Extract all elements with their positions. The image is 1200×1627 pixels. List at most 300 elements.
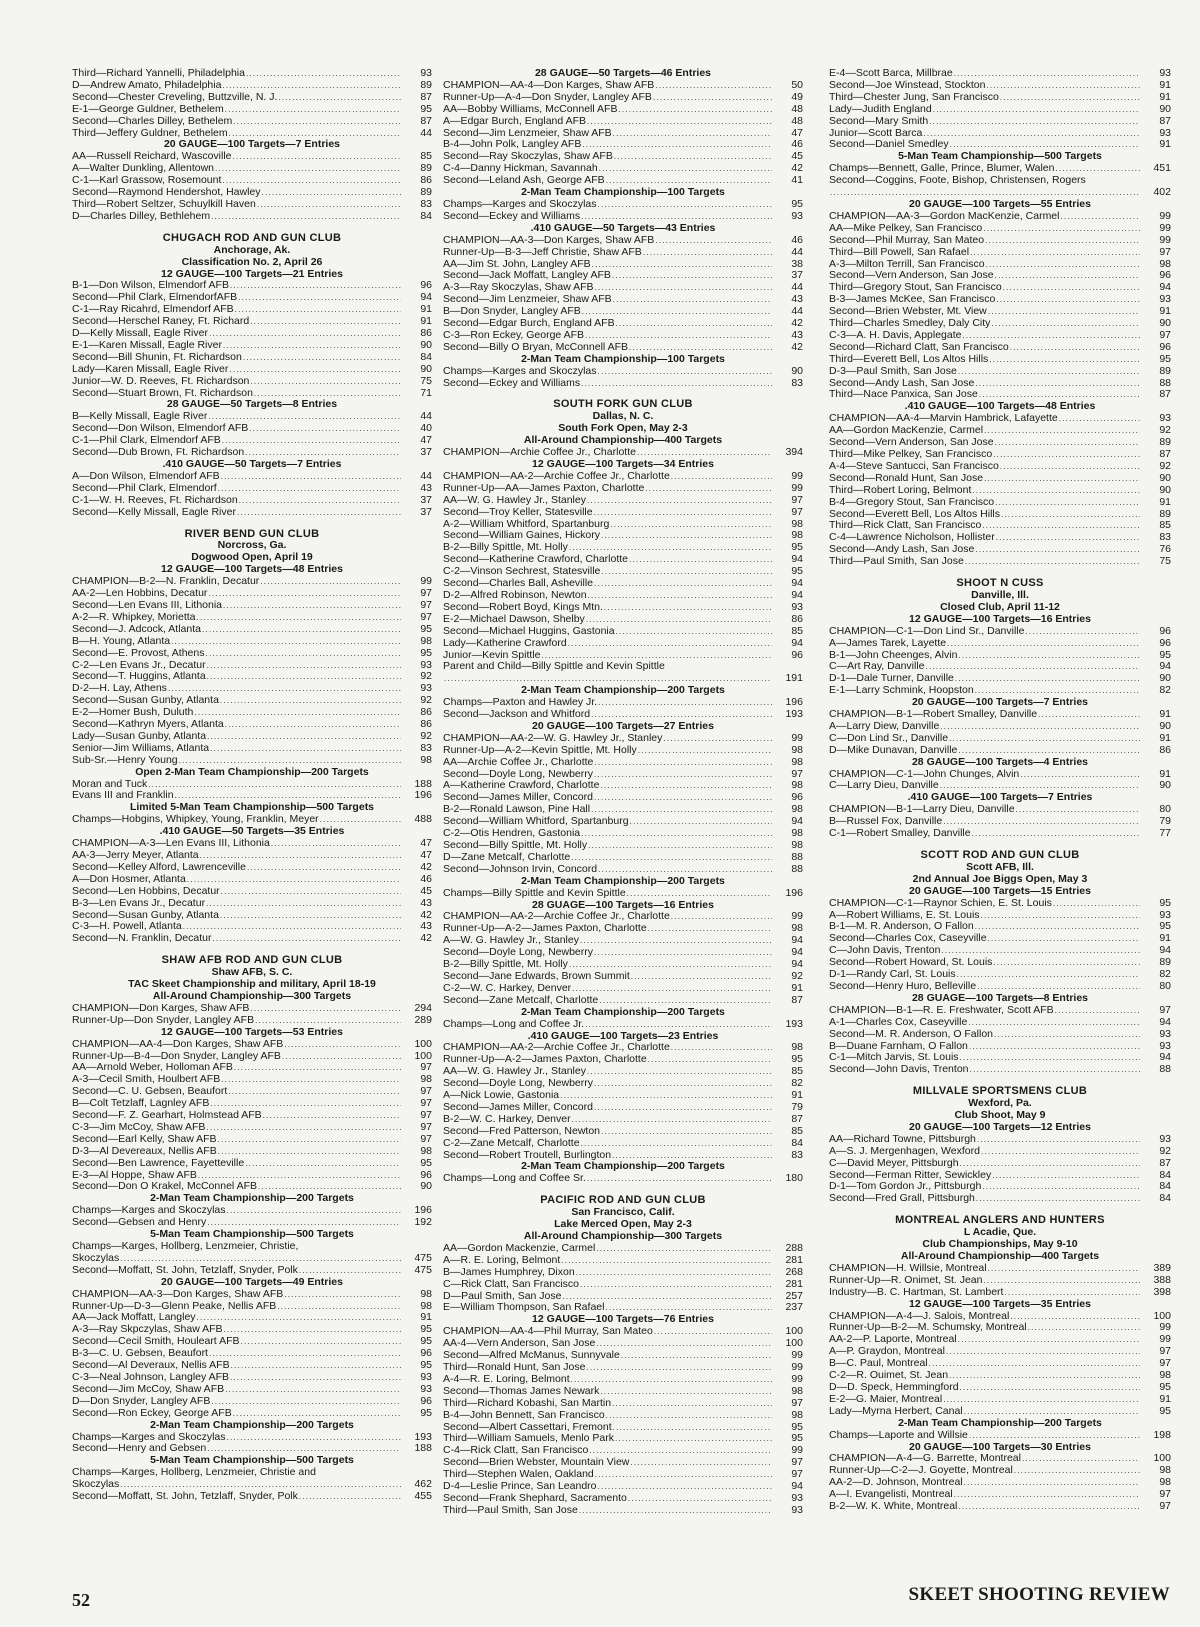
section-heading: 12 GAUGE—100 Targets—53 Entries (161, 1025, 343, 1038)
result-name: D-1—Randy Carl, St. Louis (829, 968, 956, 981)
result-score: 100 (1153, 1309, 1171, 1322)
result-score: 84 (420, 350, 432, 363)
section-heading: All-Around Championship—300 Targets (523, 1230, 723, 1242)
result-score: 91 (1159, 731, 1171, 744)
dot-leader (586, 1362, 772, 1374)
dot-leader (616, 626, 772, 638)
result-row (443, 661, 803, 673)
result-name: B—Colt Tetzlaff, Lagnley AFB (72, 1097, 210, 1110)
dot-leader (1014, 1465, 1140, 1477)
result-score: 97 (420, 587, 432, 600)
result-name: C-2—W. C. Harkey, Denver (443, 981, 572, 994)
dot-leader (218, 1146, 401, 1158)
result-row (829, 342, 1171, 354)
result-score: 475 (414, 1263, 432, 1276)
result-name: CHAMPION—AA-2—W. G. Hawley Jr., Stanley (443, 731, 663, 744)
dot-leader (949, 1370, 1140, 1382)
result-row (72, 495, 432, 507)
result-score: 94 (791, 958, 803, 971)
result-row (443, 638, 803, 650)
result-row (443, 995, 803, 1007)
dot-leader (995, 437, 1140, 449)
result-score: 99 (791, 731, 803, 744)
result-name: B-3—C. U. Gebsen, Beaufort (72, 1347, 208, 1360)
section-heading: 20 GAUGE—100 Targets—12 Entries (909, 1120, 1091, 1133)
result-score: 97 (791, 1468, 803, 1481)
result-score: 82 (791, 1077, 803, 1090)
result-name: Evans III and Franklin (72, 789, 174, 802)
result-name: Sub-Sr.—Henry Young (72, 753, 178, 766)
dot-leader (630, 1457, 772, 1469)
result-score: 85 (791, 1124, 803, 1137)
dot-leader (943, 816, 1140, 828)
result-name: Second—Jane Edwards, Brown Summit (443, 969, 630, 982)
dot-leader (592, 259, 772, 271)
result-score: 46 (791, 138, 803, 151)
dot-leader (964, 1477, 1140, 1489)
result-name: Second—T. Huggins, Atlanta (72, 670, 206, 683)
result-row (443, 983, 803, 995)
result-score: 289 (414, 1013, 432, 1026)
section-heading: TAC Skeet Championship and military, April 18-19 (128, 978, 376, 991)
result-score: 93 (1159, 1039, 1171, 1052)
result-row (829, 638, 1171, 650)
dot-leader (581, 378, 772, 390)
dot-leader (610, 519, 772, 531)
result-score: 87 (1159, 388, 1171, 401)
result-name: E-3—Al Hoppe, Shaw AFB (72, 1168, 197, 1181)
dot-leader (965, 556, 1140, 568)
dot-leader (245, 1158, 401, 1170)
dot-leader (996, 294, 1140, 306)
dot-leader (972, 485, 1140, 497)
result-row (829, 828, 1171, 840)
result-name: E-2—Homer Bush, Duluth (72, 706, 194, 719)
result-name: Second—Dub Brown, Ft. Richardson (72, 446, 245, 459)
result-name: Second—Charles Dilley, Bethelem (72, 114, 233, 127)
result-name: Second—Thomas James Newark (443, 1384, 600, 1397)
result-score: 45 (791, 150, 803, 163)
result-name: D—Don Snyder, Langley AFB (72, 1394, 211, 1407)
result-score: 97 (420, 598, 432, 611)
result-name: D—Mike Dunavan, Danville (829, 743, 958, 756)
result-score: 93 (1159, 67, 1171, 79)
result-name: Third—Jeffery Guldner, Bethelem (72, 126, 228, 139)
dot-leader (671, 911, 772, 923)
result-row (443, 507, 803, 519)
dot-leader (594, 947, 772, 959)
result-name: D-1—Tom Gordon Jr., Pittsburgh (829, 1180, 982, 1193)
result-name: Third—Richard Yannelli, Philadelphia (72, 67, 245, 79)
section-heading: Club Championships, May 9-10 (922, 1238, 1078, 1251)
result-score: 93 (420, 658, 432, 671)
result-score: 49 (791, 90, 803, 103)
result-score: 84 (1159, 1192, 1171, 1205)
section-heading: 20 GAUGE—100 Targets—27 Entries (532, 719, 714, 732)
result-row (829, 485, 1171, 497)
result-score: 91 (791, 981, 803, 994)
section-heading: 12 GAUGE—100 Targets—21 Entries (161, 267, 343, 280)
dot-leader (247, 862, 401, 874)
dot-leader (599, 995, 772, 1007)
result-name: C—David Meyer, Pittsburgh (829, 1156, 959, 1169)
result-name: Second—Susan Gunby, Atlanta (72, 694, 219, 707)
section-heading: 5-Man Team Championship—500 Targets (150, 1454, 354, 1467)
result-score: 97 (1159, 1488, 1171, 1501)
dot-leader (299, 1265, 401, 1277)
result-name: CHAMPION—AA-2—Archie Coffee Jr., Charlotte (443, 469, 670, 482)
result-score: 88 (1159, 376, 1171, 389)
result-score: 42 (420, 932, 432, 945)
dot-leader (933, 104, 1140, 116)
result-name: Second—Ben Lawrence, Fayetteville (72, 1156, 245, 1169)
result-name: AA—Jack Moffatt, Langley (72, 1311, 196, 1324)
result-name: Second—Jim Lenzmeier, Shaw AFB (443, 293, 612, 306)
dot-leader (594, 507, 772, 519)
dot-leader (239, 495, 401, 507)
result-score: 90 (420, 362, 432, 375)
result-name: Champs—Bennett, Galle, Prince, Blumer, Walen (829, 162, 1055, 175)
result-name: Third—Paul Smith, San Jose (829, 555, 964, 568)
dot-leader (233, 116, 401, 128)
result-score: 95 (791, 197, 803, 210)
result-score: 38 (791, 257, 803, 270)
result-name: Third—Bill Powell, San Rafael (829, 245, 970, 258)
result-score: 85 (791, 1065, 803, 1078)
dot-leader (982, 520, 1140, 532)
result-name: C-2—Len Evans Jr., Decatur (72, 658, 206, 671)
result-name: Second—Ferman Ritter, Sewickley (829, 1168, 992, 1181)
result-row (443, 92, 803, 104)
result-row (829, 733, 1171, 745)
result-row (72, 1384, 432, 1396)
result-score: 398 (1153, 1285, 1171, 1298)
dot-leader (581, 1138, 772, 1150)
result-score: 84 (420, 209, 432, 222)
result-row (443, 1374, 803, 1386)
result-score: 94 (791, 1480, 803, 1493)
result-name: Second—Kathryn Myers, Atlanta (72, 718, 224, 731)
dot-leader (1053, 898, 1140, 910)
result-score: 43 (420, 896, 432, 909)
dot-leader (255, 1015, 401, 1027)
dot-leader (299, 1491, 401, 1503)
dot-leader (627, 888, 772, 900)
result-name: B-1—M. R. Anderson, O Fallon (829, 920, 974, 933)
section-heading: Shaw AFB, S. C. (211, 966, 293, 979)
result-score: 99 (1159, 209, 1171, 222)
result-name: Second—Zane Metcalf, Charlotte (443, 993, 599, 1006)
result-name: Lady—Karen Missall, Eagle River (72, 362, 229, 375)
result-score: 44 (791, 281, 803, 294)
column-3 (829, 68, 1171, 1513)
result-name: C-1—Robert Smalley, Danville (829, 827, 971, 840)
dot-leader (960, 1158, 1140, 1170)
result-score: 100 (414, 1037, 432, 1050)
dot-leader (572, 983, 772, 995)
result-score: 193 (785, 708, 803, 721)
dot-leader (229, 364, 401, 376)
dot-leader (587, 1066, 772, 1078)
result-row (829, 1005, 1171, 1017)
dot-leader (976, 1193, 1140, 1205)
dot-leader (618, 104, 772, 116)
result-row (72, 104, 432, 116)
result-row (443, 1505, 803, 1517)
result-score: 281 (785, 1253, 803, 1266)
dot-leader (629, 554, 772, 566)
result-score: 47 (420, 434, 432, 447)
result-score: 75 (420, 374, 432, 387)
result-name: Second—Stuart Brown, Ft. Richardson (72, 386, 253, 399)
dot-leader (183, 921, 401, 933)
result-score: 83 (791, 376, 803, 389)
result-name: A-3—Ray Skpczylas, Shaw AFB (72, 1323, 223, 1336)
result-score: 96 (1159, 269, 1171, 282)
result-name: Second—Jackson and Whitford (443, 708, 591, 721)
dot-leader (197, 612, 401, 624)
result-name: Lady—Susan Gunby, Atlanta (72, 729, 207, 742)
result-row (829, 354, 1171, 366)
result-score: 90 (1159, 719, 1171, 732)
result-name: CHAMPION—AA-3—Gordon MacKenzie, Carmel (829, 209, 1060, 222)
dot-leader (614, 151, 772, 163)
result-row (72, 874, 432, 886)
result-score: 79 (1159, 815, 1171, 828)
section-heading: Dallas, N. C. (592, 410, 654, 423)
result-score: 97 (1159, 1500, 1171, 1513)
section-heading: Anchorage, Ak. (213, 243, 291, 256)
dot-leader (210, 743, 401, 755)
result-name: Champs—Karges and Skoczylas (72, 1204, 226, 1217)
result-score: 455 (414, 1490, 432, 1503)
result-name: AA—Bobby Williams, McConnell AFB (443, 102, 618, 115)
result-name: AA—W. G. Hawley Jr., Stanley (443, 493, 586, 506)
result-name: B-2—Ronald Lawson, Pine Hall (443, 803, 591, 816)
result-score: 84 (791, 1136, 803, 1149)
result-name: Second—Fred Patterson, Newton (443, 1124, 600, 1137)
dot-leader (595, 1469, 772, 1481)
dot-leader (594, 1078, 772, 1090)
result-row (72, 1491, 432, 1503)
dot-leader (604, 602, 772, 614)
result-score: 188 (414, 1442, 432, 1455)
dot-leader (981, 910, 1140, 922)
dot-leader (977, 1134, 1140, 1146)
result-score: 99 (1159, 221, 1171, 234)
result-row (829, 1193, 1171, 1205)
result-row (829, 473, 1171, 485)
dot-leader (984, 425, 1140, 437)
result-name: B—James Humphrey, Dixon (443, 1265, 575, 1278)
result-score: 46 (420, 872, 432, 885)
result-name: Second—Len Evans III, Lithonia (72, 598, 223, 611)
result-name: Skoczylas (72, 1251, 120, 1264)
result-name: C-1—W. H. Reeves, Ft. Richardson (72, 493, 238, 506)
dot-leader (207, 660, 401, 672)
dot-leader (958, 1334, 1140, 1346)
result-row (443, 1255, 803, 1267)
section-heading: Closed Club, April 11-12 (940, 600, 1060, 613)
result-name: B—Duane Farnham, O Fallon (829, 1039, 968, 1052)
result-score: 188 (414, 777, 432, 790)
dot-leader (993, 449, 1140, 461)
result-name: Second—Herschel Raney, Ft. Richard (72, 315, 250, 328)
result-row (443, 1410, 803, 1422)
club-heading: SHOOT N CUSS (956, 577, 1044, 590)
dot-leader (621, 1350, 772, 1362)
result-name: A—Walter Dunkling, Allentown (72, 162, 215, 175)
result-row (443, 1019, 803, 1031)
result-row (72, 1003, 432, 1015)
result-score: 98 (420, 1073, 432, 1086)
result-row (443, 1267, 803, 1279)
result-score: 91 (420, 315, 432, 328)
result-score: 98 (791, 839, 803, 851)
dot-leader (218, 483, 401, 495)
result-name: Second—Leland Ash, George AFB (443, 174, 605, 187)
result-score: 89 (420, 162, 432, 175)
result-row (829, 1406, 1171, 1418)
result-score: 83 (791, 1148, 803, 1161)
result-name: C-2—Zane Metcalf, Charlotte (443, 1136, 580, 1149)
result-name: Runner-Up—Don Snyder, Langley AFB (72, 1013, 255, 1026)
result-name: D-3—Al Devereaux, Nellis AFB (72, 1144, 217, 1157)
result-name: Senior—Jim Williams, Atlanta (72, 741, 210, 754)
result-name: Parent and Child—Billy Spittle and Kevin Spittle (443, 660, 665, 673)
result-name: Second—Raymond Hendershot, Hawley (72, 186, 261, 199)
result-name: D-3—Paul Smith, San Jose (829, 364, 957, 377)
dot-leader (230, 280, 401, 292)
dot-leader (260, 576, 401, 588)
result-name: Third—Richard Kobashi, San Martin (443, 1396, 612, 1409)
result-name: AA-3—Jerry Meyer, Atlanta (72, 849, 199, 861)
dot-leader (225, 719, 401, 731)
dot-leader (278, 92, 401, 104)
result-row (72, 636, 432, 648)
dot-leader (1025, 626, 1140, 638)
dot-leader (598, 864, 772, 876)
section-heading: .410 GAUGE—50 Targets—35 Entries (159, 825, 345, 838)
result-score: 94 (791, 588, 803, 601)
dot-leader (955, 673, 1140, 685)
result-score: 98 (1159, 257, 1171, 270)
dot-leader (957, 969, 1140, 981)
result-score: 98 (1159, 1369, 1171, 1382)
dot-leader (282, 1051, 401, 1063)
result-name: Third—Paul Smith, San Jose (443, 1503, 578, 1516)
section-heading: 2-Man Team Championship—200 Targets (150, 1418, 354, 1431)
result-name: AA—Gordon MacKenzie, Carmel (829, 424, 984, 437)
dot-leader (600, 780, 772, 792)
result-score: 92 (420, 670, 432, 683)
result-name: C—Larry Dieu, Danville (829, 779, 939, 792)
result-name: Champs—Hobgins, Whipkey, Young, Franklin, Meyer (72, 813, 319, 826)
section-heading: 28 GUAGE—100 Targets—8 Entries (911, 991, 1089, 1004)
result-row (443, 366, 803, 378)
dot-leader (284, 1039, 401, 1051)
result-score: 95 (791, 1053, 803, 1066)
result-name: E—William Thompson, San Rafael (443, 1301, 605, 1314)
result-score: 93 (1159, 293, 1171, 306)
result-score: 93 (420, 682, 432, 695)
result-name: AA—Russell Reichard, Wascoville (72, 150, 232, 163)
result-name: B—H. Young, Atlanta (72, 634, 171, 647)
result-name: Runner-Up—D-3—Glenn Peake, Nellis AFB (72, 1299, 277, 1312)
result-score: 95 (420, 1335, 432, 1348)
result-name: E-2—G. Maier, Montreal (829, 1392, 943, 1405)
result-score: 82 (1159, 684, 1171, 697)
dot-leader (958, 650, 1140, 662)
result-score: 93 (791, 209, 803, 222)
result-name: Second—Daniel Smedley (829, 138, 949, 151)
result-name: Second—Susan Gunby, Atlanta (72, 908, 219, 921)
result-score: 192 (414, 1216, 432, 1229)
result-name: Second—Michael Huggins, Gastonia (443, 624, 615, 637)
result-score: 85 (791, 624, 803, 637)
result-score: 37 (420, 446, 432, 459)
result-score: 95 (1159, 352, 1171, 365)
result-row (72, 116, 432, 128)
dot-leader (208, 588, 401, 600)
section-heading: South Fork Open, May 2-3 (558, 422, 688, 435)
column-2 (443, 68, 803, 1517)
dot-leader (221, 471, 401, 483)
result-name: Second—Phil Clark, Elmendorf (72, 481, 217, 494)
dot-leader (983, 223, 1140, 235)
result-score: 83 (420, 741, 432, 754)
result-row (72, 755, 432, 767)
dot-leader (227, 1205, 402, 1217)
result-name: Second—M. R. Anderson, O Fallon (829, 1027, 993, 1040)
result-score: 91 (1159, 90, 1171, 103)
result-name: D—Kelly Missall, Eagle River (72, 327, 208, 340)
result-score: 82 (1159, 968, 1171, 981)
result-score: 97 (420, 1109, 432, 1122)
section-heading: 28 GAUGE—100 Targets—4 Entries (911, 755, 1089, 768)
result-score: 76 (1159, 543, 1171, 556)
dot-leader (206, 898, 401, 910)
result-score: 92 (420, 694, 432, 707)
result-score: 93 (1159, 126, 1171, 139)
club-heading: PACIFIC ROD AND GUN CLUB (540, 1194, 706, 1207)
dot-leader (655, 80, 772, 92)
result-score: 84 (1159, 1180, 1171, 1193)
result-score: 91 (1159, 1392, 1171, 1405)
result-score: 89 (1159, 507, 1171, 520)
club-heading: MILLVALE SPORTSMENS CLUB (912, 1085, 1088, 1098)
dot-leader (1000, 461, 1140, 473)
result-name: Champs—Karges and Skoczylas (443, 197, 597, 210)
dot-leader (960, 1382, 1140, 1394)
dot-leader (580, 1279, 772, 1291)
dot-leader (237, 507, 401, 519)
section-heading: 20 GAUGE—100 Targets—55 Entries (909, 197, 1091, 210)
dot-leader (926, 661, 1141, 673)
result-row (829, 497, 1171, 509)
result-score: 94 (791, 577, 803, 590)
dot-leader (964, 1406, 1140, 1418)
dot-leader (923, 128, 1140, 140)
result-row (443, 1138, 803, 1150)
result-name: Champs—Billy Spittle and Kevin Spittle (443, 886, 626, 899)
section-heading: 28 GAUGE—50 Targets—8 Entries (166, 398, 338, 411)
result-name: A—Don Hosmer, Atlanta (72, 872, 186, 885)
dot-leader (571, 1374, 772, 1386)
result-name: D—Paul Smith, San Jose (443, 1289, 562, 1302)
result-score: 94 (791, 815, 803, 828)
result-name: Second—Vern Anderson, San Jose (829, 269, 994, 282)
